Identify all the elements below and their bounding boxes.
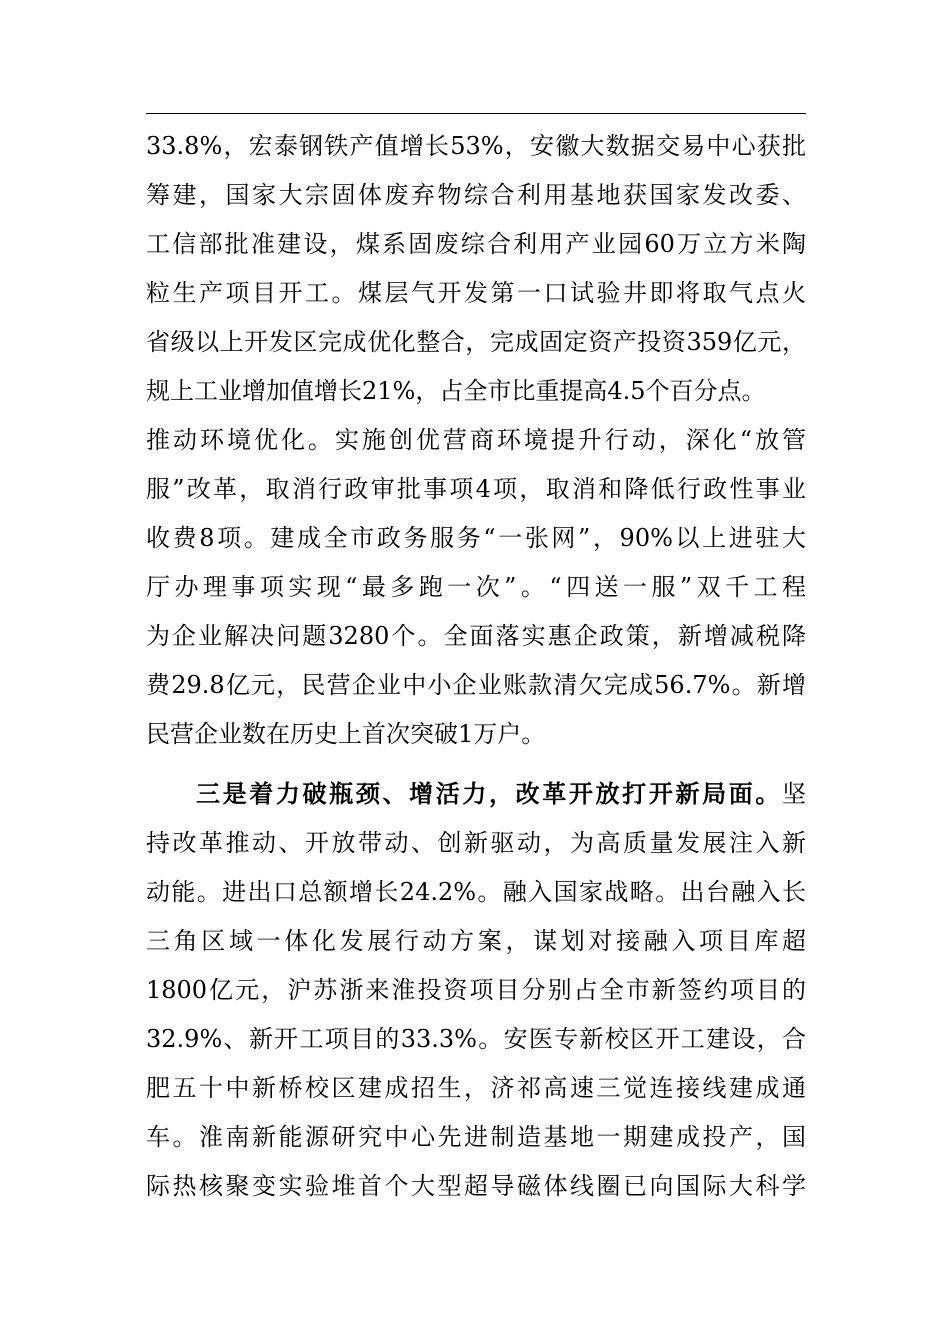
paragraph-line: 32.9%、新开工项目的33.3%。安医专新校区开工建设，合: [146, 1025, 806, 1053]
paragraph-line: 规上工业增加值增长21%，占全市比重提高4.5个百分点。: [146, 377, 766, 405]
paragraph-line: 工信部批准建设，煤系固废综合利用产业园60万立方米陶: [146, 230, 806, 258]
section-heading: 三是着力破瓶颈、增活力，改革开放打开新局面。: [196, 779, 782, 808]
paragraph-line: 车。淮南新能源研究中心先进制造基地一期建成投产，国: [146, 1123, 806, 1151]
paragraph-line: 持改革推动、开放带动、创新驱动，为高质量发展注入新: [146, 829, 806, 857]
paragraph-line: 33.8%，宏泰钢铁产值增长53%，安徽大数据交易中心获批: [146, 132, 806, 160]
paragraph-line: 粒生产项目开工。煤层气开发第一口试验井即将取气点火: [146, 279, 806, 307]
section-heading-tail: 坚: [782, 780, 806, 808]
section-heading-line: [196, 774, 806, 814]
paragraph-line: 收费8项。建成全市政务服务“一张网”，90%以上进驻大: [146, 524, 806, 552]
paragraph-line: 筹建，国家大宗固体废弃物综合利用基地获国家发改委、: [146, 181, 806, 209]
paragraph-line: 省级以上开发区完成优化整合，完成固定资产投资359亿元，: [146, 328, 806, 356]
paragraph-line: 厅办理事项实现“最多跑一次”。“四送一服”双千工程: [146, 573, 806, 601]
paragraph-line: 际热核聚变实验堆首个大型超导磁体线圈已向国际大科学: [146, 1172, 806, 1200]
paragraph-line: 1800亿元，沪苏浙来淮投资项目分别占全市新签约项目的: [146, 976, 806, 1004]
header-rule: [146, 113, 806, 114]
paragraph-line: 服”改革，取消行政审批事项4项，取消和降低行政性事业: [146, 475, 806, 503]
paragraph-line: 费29.8亿元，民营企业中小企业账款清欠完成56.7%。新增: [146, 671, 806, 699]
paragraph-line: 民营企业数在历史上首次突破1万户。: [146, 720, 546, 748]
paragraph-line: 推动环境优化。实施创优营商环境提升行动，深化“放管: [146, 426, 806, 454]
paragraph-line: 动能。进出口总额增长24.2%。融入国家战略。出台融入长: [146, 878, 806, 906]
paragraph-line: 为企业解决问题3280个。全面落实惠企政策，新增减税降: [146, 622, 806, 650]
paragraph-line: 三角区域一体化发展行动方案，谋划对接融入项目库超: [146, 927, 806, 955]
paragraph-line: 肥五十中新桥校区建成招生，济祁高速三觉连接线建成通: [146, 1074, 806, 1102]
